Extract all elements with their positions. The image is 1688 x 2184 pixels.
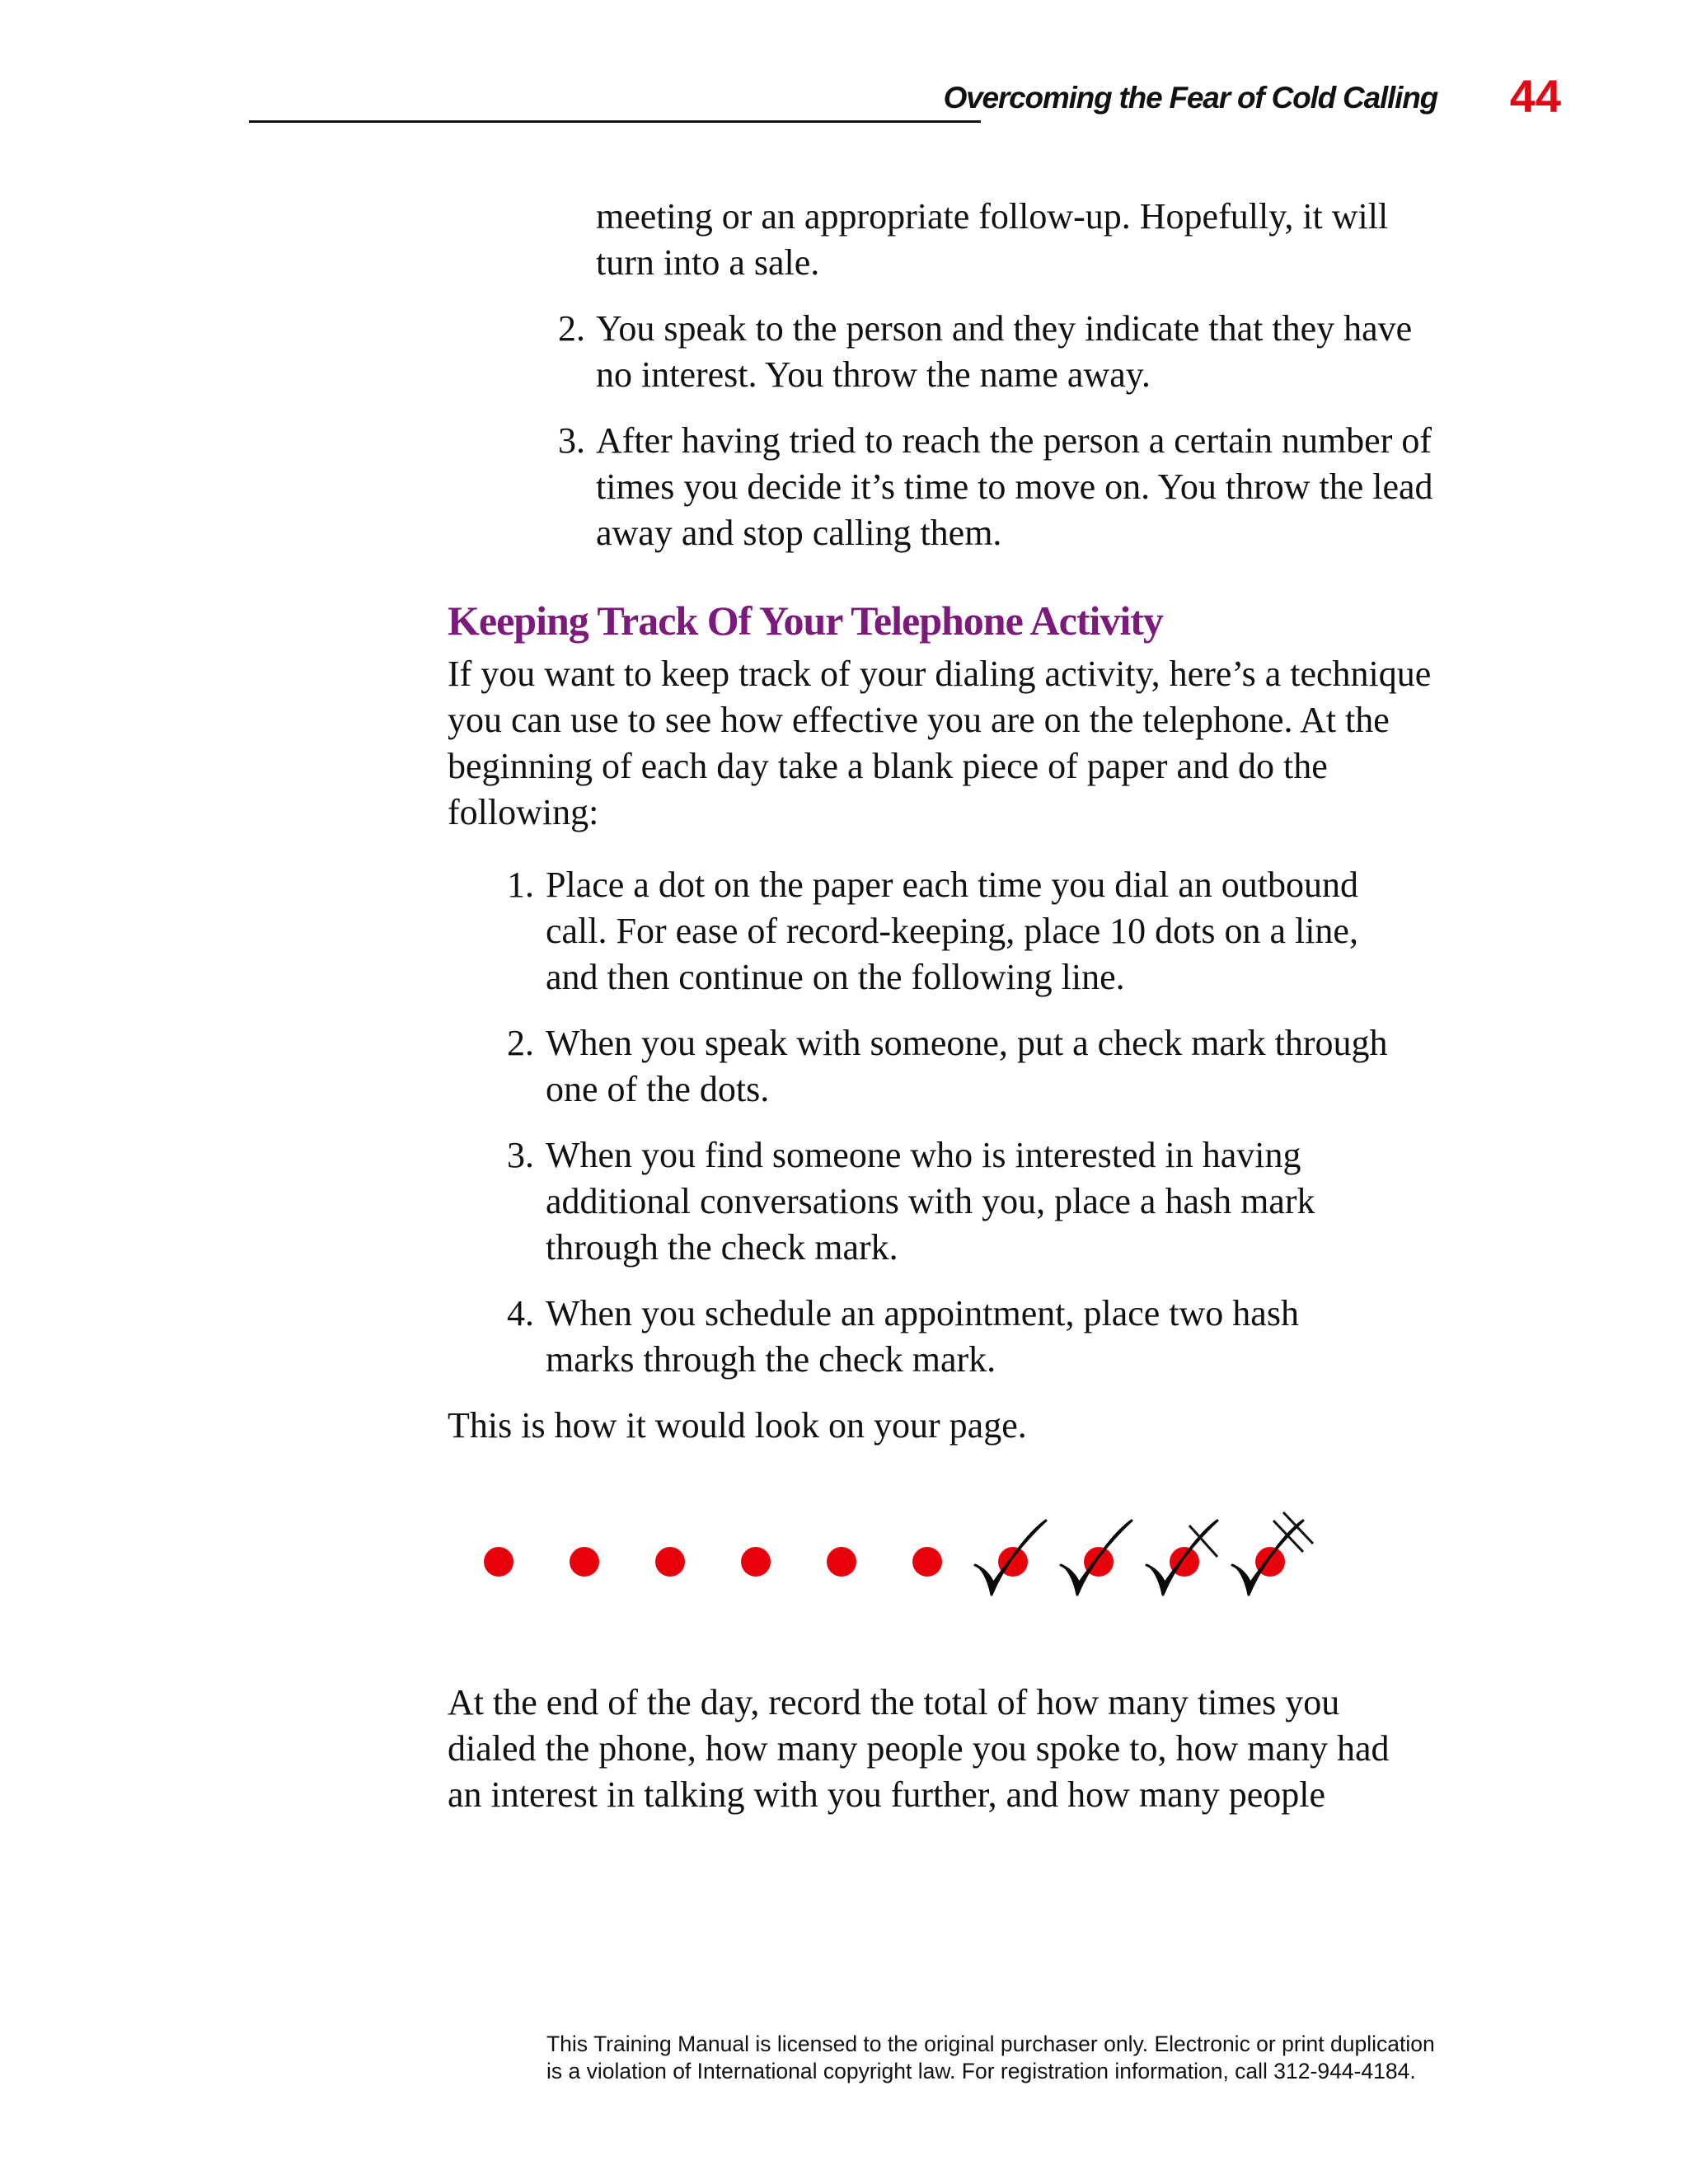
dot-mark — [912, 1547, 942, 1577]
list-item-number: 3. — [558, 420, 585, 461]
dot-mark — [484, 1547, 513, 1577]
list-item-number: 4. — [507, 1293, 534, 1333]
tally-mark — [1232, 1512, 1313, 1595]
list-item-text: After having tried to reach the person a certain number of times you decide it’s time to move on. You throw the lead away and stop calling them. — [596, 420, 1433, 553]
list-item-text: You speak to the person and they indicate that they have no interest. You throw the name away. — [596, 308, 1413, 395]
tally-mark — [655, 1547, 685, 1577]
check-mark — [1232, 1521, 1303, 1595]
check-mark — [975, 1521, 1046, 1595]
tally-mark — [1061, 1521, 1132, 1595]
dot-mark — [570, 1547, 599, 1577]
tally-mark — [1146, 1521, 1217, 1595]
dot-mark — [827, 1547, 856, 1577]
list-item-number: 3. — [507, 1135, 534, 1175]
running-header-title: Overcoming the Fear of Cold Calling — [943, 81, 1437, 115]
tally-mark — [741, 1547, 771, 1577]
list-item-text: When you speak with someone, put a check mark through one of the dots. — [546, 1023, 1388, 1109]
list-item-text: When you find someone who is interested in having additional conversations with you, place a hash mark through the check mark. — [546, 1135, 1315, 1268]
list-item-text: When you schedule an appointment, place two hash marks through the check mark. — [546, 1293, 1299, 1380]
dot-mark — [741, 1547, 771, 1577]
page-number: 44 — [1509, 70, 1561, 122]
hash-mark — [1283, 1512, 1313, 1544]
tally-mark — [570, 1547, 599, 1577]
copyright-notice: This Training Manual is licensed to the original purchaser only. Electronic or print duplication is a violation of International copyright law. For registration information, call 312-944-4184. — [546, 2032, 1435, 2083]
dot-mark — [655, 1547, 685, 1577]
header-rule — [249, 120, 981, 123]
check-mark — [1146, 1521, 1217, 1595]
tally-mark — [827, 1547, 856, 1577]
tally-marks-illustration — [462, 1500, 1335, 1632]
list-item-number: 2. — [558, 308, 585, 349]
list-item-number: 1. — [507, 865, 534, 905]
closing-paragraph: At the end of the day, record the total of how many times you dialed the phone, how many people you spoke to, how many had an interest in talking with you further, and how many people — [448, 1682, 1390, 1815]
tally-mark — [484, 1547, 513, 1577]
tally-mark — [912, 1547, 942, 1577]
continued-item-text: meeting or an appropriate follow-up. Hopefully, it will turn into a sale. — [596, 196, 1389, 283]
list-item-number: 2. — [507, 1023, 534, 1063]
tally-mark — [975, 1521, 1046, 1595]
list-item-text: Place a dot on the paper each time you dial an outbound call. For ease of record-keeping, place 10 dots on a line, and then continue on the following line. — [546, 865, 1359, 997]
check-mark — [1061, 1521, 1132, 1595]
section-heading: Keeping Track Of Your Telephone Activity — [448, 598, 1163, 644]
example-intro: This is how it would look on your page. — [448, 1405, 1027, 1446]
intro-paragraph: If you want to keep track of your dialing activity, here’s a technique you can use to see how effective you are on the telephone. At the beginning of each day take a blank piece of paper and do the following: — [448, 654, 1432, 832]
